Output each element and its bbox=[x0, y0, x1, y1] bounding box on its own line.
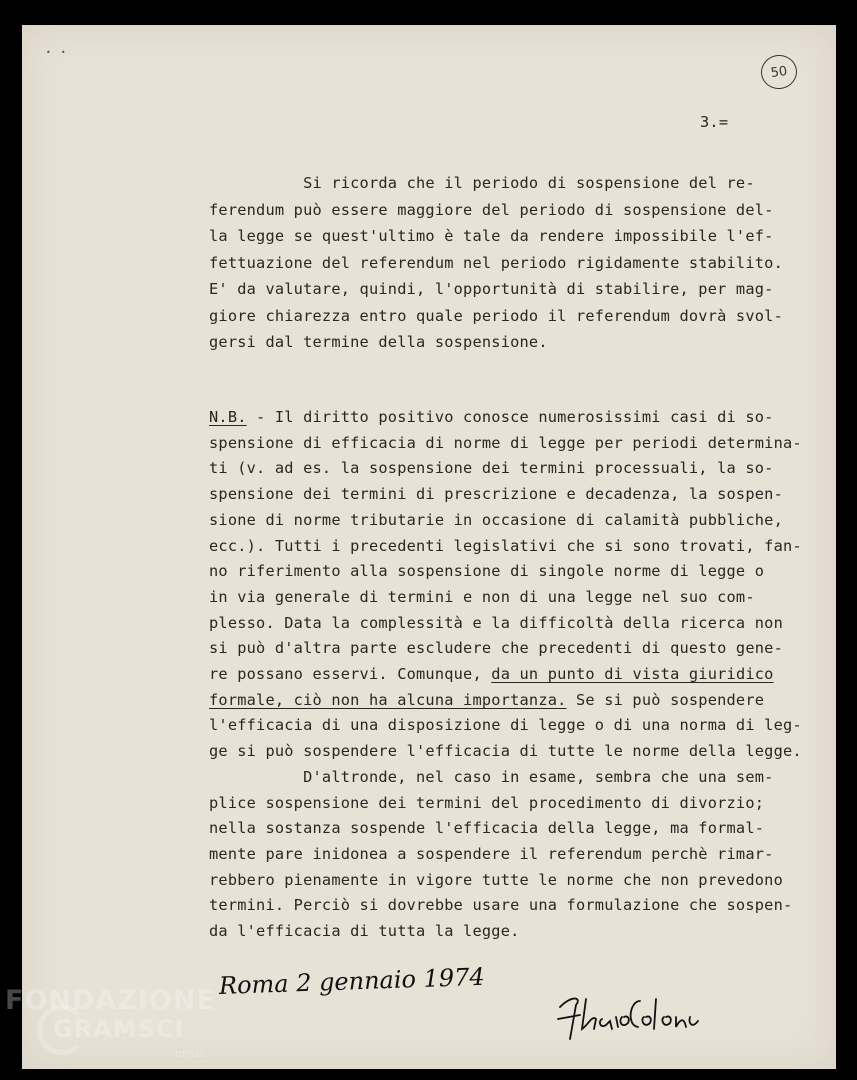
text-line: si può d'altra parte escludere che precedenti di questo gene- bbox=[209, 639, 783, 658]
underlined-text: formale, ciò non ha alcuna importanza. bbox=[209, 690, 567, 709]
text-line: in via generale di termini e non di una legge nel suo com- bbox=[209, 587, 755, 606]
text-line: plice sospensione dei termini del procedimento di divorzio; bbox=[209, 793, 765, 812]
fondazione-gramsci-watermark bbox=[5, 985, 216, 1060]
text-line: D'altronde, nel caso in esame, sembra che una sem- bbox=[209, 767, 774, 786]
text-line: l'efficacia di una disposizione di legge o di una norma di leg- bbox=[209, 716, 802, 735]
text-line: la legge se quest'ultimo è tale da rendere impossibile l'ef- bbox=[209, 227, 774, 245]
text-line: spensione di efficacia di norme di legge per periodi determina- bbox=[209, 433, 802, 452]
text-segment: - Il diritto positivo conosce numerosissimi casi di so- bbox=[246, 408, 774, 426]
watermark-line2: GRAMSCI bbox=[53, 1015, 185, 1043]
text-segment: Se si può sospendere bbox=[566, 690, 765, 709]
text-line bbox=[209, 662, 774, 688]
text-line: no riferimento alla sospensione di singole norme di legge o bbox=[209, 562, 765, 581]
text-line: Si ricorda che il periodo di sospensione del re- bbox=[209, 174, 755, 192]
signature bbox=[552, 985, 702, 1050]
text-line: plesso. Data la complessità e la difficoltà della ricerca non bbox=[209, 613, 783, 632]
archive-number-stamp: 50 bbox=[759, 53, 799, 92]
text-line: da l'efficacia di tutta la legge. bbox=[209, 922, 520, 940]
nb-label: N.B. bbox=[209, 408, 247, 426]
text-line: ge si può sospendere l'efficacia di tutte le norme della legge. bbox=[209, 742, 802, 761]
watermark-line3: onlus bbox=[175, 1047, 205, 1060]
text-line bbox=[209, 405, 774, 431]
text-line: ti (v. ad es. la sospensione dei termini processuali, la so- bbox=[209, 459, 774, 478]
text-line: sione di norme tributarie in occasione di calamità pubbliche, bbox=[209, 510, 783, 529]
text-line: termini. Perciò si dovrebbe usare una formulazione che sospen- bbox=[209, 896, 793, 915]
text-line: E' da valutare, quindi, l'opportunità di stabilire, per mag- bbox=[209, 280, 774, 298]
text-line: gersi dal termine della sospensione. bbox=[209, 333, 548, 351]
text-line: mente pare inidonea a sospendere il referendum perchè rimar- bbox=[209, 844, 774, 863]
text-line: nella sostanza sospende l'efficacia della legge, ma formal- bbox=[209, 819, 765, 838]
text-line: giore chiarezza entro quale periodo il referendum dovrà svol- bbox=[209, 307, 783, 325]
watermark-line1: FONDAZIONE bbox=[5, 985, 216, 1016]
text-segment: re possano esservi. Comunque, bbox=[209, 665, 492, 683]
text-line bbox=[209, 688, 764, 714]
underlined-text: da un punto di vista giuridico bbox=[491, 665, 774, 683]
text-line: ecc.). Tutti i precedenti legislativi che si sono trovati, fan- bbox=[209, 536, 802, 555]
text-line: ferendum può essere maggiore del periodo di sospensione del- bbox=[209, 201, 774, 219]
text-line: fettuazione del referendum nel periodo rigidamente stabilito. bbox=[209, 254, 783, 272]
punch-marks: • • bbox=[46, 48, 66, 57]
place-date-handwritten: Roma 2 gennaio 1974 bbox=[218, 962, 486, 1000]
page-number: 3.= bbox=[700, 113, 729, 131]
text-line: rebbero pienamente in vigore tutte le norme che non prevedono bbox=[209, 870, 783, 889]
text-line: spensione dei termini di prescrizione e decadenza, la sospen- bbox=[209, 485, 783, 504]
